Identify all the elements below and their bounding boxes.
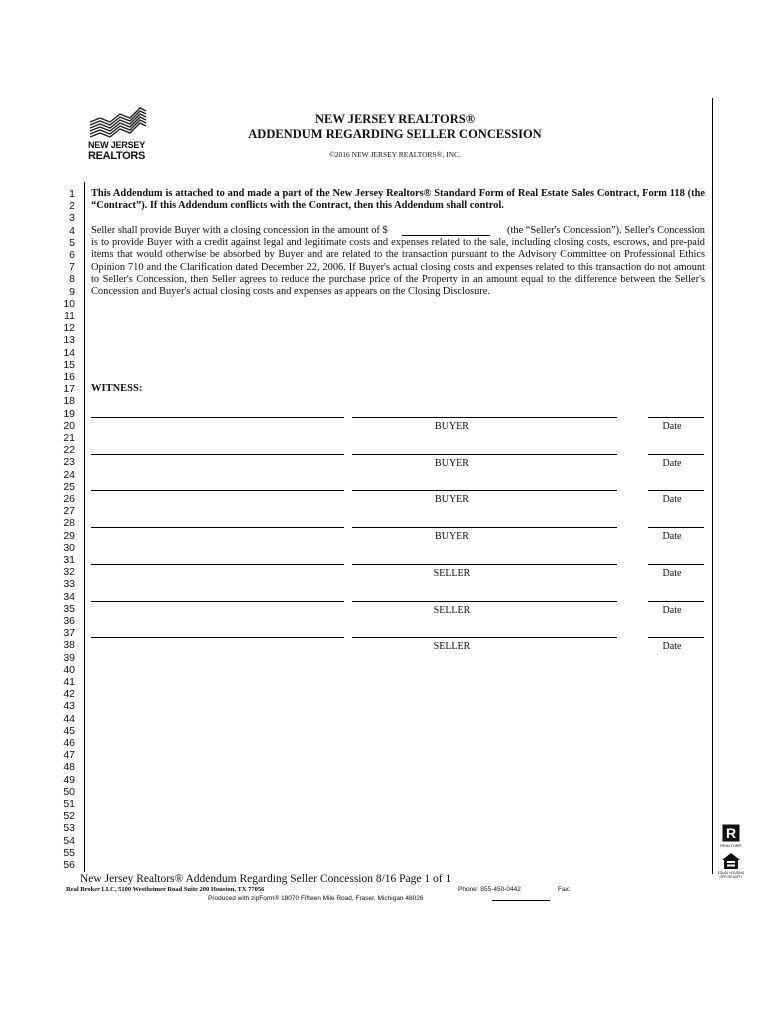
signature-role-label: BUYER [435,421,469,432]
line-number: 37 [63,627,75,640]
line-number: 21 [63,432,75,444]
building-skyline-icon [86,104,150,138]
party-signature-line[interactable] [352,417,617,418]
line-number: 3 [69,212,75,225]
date-line[interactable] [648,564,704,565]
line-number: 49 [63,773,75,786]
date-label: Date [662,567,682,579]
intro-paragraph: This Addendum is attached to and made a part of the New Jersey Realtors® Standard Form of Real Estate Sales Contract, Form 118 (the “Contract”). If this Addendum conflicts with the Contract, then this Addendum shall control. [91,188,705,212]
date-line[interactable] [648,527,704,528]
right-margin-rule [712,98,713,874]
left-margin-rule [84,182,85,872]
signature-role-label: SELLER [433,641,471,653]
date-line[interactable] [648,454,704,455]
line-number: 24 [63,468,75,481]
date-label: Date [662,494,682,506]
party-signature-line[interactable] [352,527,617,528]
date-line[interactable] [648,490,704,491]
line-number: 26 [63,493,75,505]
concession-suffix: (the “Seller's Concession”). Seller's Concession [507,225,705,236]
witness-signature-line[interactable] [91,564,344,565]
line-number: 33 [63,578,75,591]
document-title [200,112,590,142]
line-number: 29 [63,529,75,542]
signature-role-label: BUYER [435,531,469,543]
line-number: 19 [63,407,75,420]
line-number: 43 [63,700,75,713]
line-number: 35 [63,602,75,615]
line-number: 30 [63,541,75,554]
concession-body: is to provide Buyer with a credit against legal and legitimate costs and expenses related to the sale, including closing costs, escrows, and pre-paid items that would otherwise be absorbed by Buyer and are related to the transaction pursuant to the Advisory Committee on Professional Ethics Opinion 710 and the Clarification dated December 22, 2006. If Buyer's actual closing costs and expenses related to this transaction do not amount to Seller's Concession, then Seller agrees to reduce the purchase price of the Property in an amount equal to the difference between the Seller's Concession and Buyer's actual closing costs and expenses as appears on the Closing Disclosure. [91,237,705,298]
line-number: 12 [63,322,75,335]
line-number: 45 [63,724,75,737]
line-number: 5 [69,236,75,249]
date-label: Date [662,641,682,653]
line-number: 34 [63,590,75,603]
realtor-label: REALTOR® [720,843,742,848]
line-number: 54 [63,834,75,847]
date-line[interactable] [648,637,704,638]
logo-text-line2: REALTORS [88,150,146,162]
line-number: 41 [63,676,75,688]
line-number: 9 [69,285,75,298]
party-signature-line[interactable] [352,490,617,491]
date-label: Date [662,531,682,543]
line-number: 44 [63,712,75,725]
line-number: 4 [69,224,75,237]
realtor-logo [718,824,744,850]
line-number: 31 [63,554,75,566]
line-number: 15 [63,358,75,371]
line-number: 14 [63,346,75,359]
line-number: 32 [63,566,75,579]
date-label: Date [662,604,682,616]
witness-signature-line[interactable] [91,527,344,528]
witness-signature-line[interactable] [91,454,344,455]
line-number: 2 [69,200,75,213]
line-number: 50 [63,785,75,798]
witness-signature-line[interactable] [91,601,344,602]
concession-prefix: Seller shall provide Buyer with a closing concession in the amount of $ [91,225,388,236]
party-signature-line[interactable] [352,564,617,565]
signature-role-label: BUYER [435,457,469,469]
eho-label: EQUAL HOUSING OPPORTUNITY [717,871,745,879]
line-number: 17 [63,383,75,396]
nj-realtors-logo [86,104,150,162]
line-number: 53 [63,822,75,835]
logo-text-line1: NEW JERSEY [88,140,146,150]
fax-underline [492,900,550,901]
line-number: 27 [63,505,75,518]
equal-housing-icon [721,852,741,870]
line-number: 8 [69,273,75,286]
line-number: 23 [63,456,75,469]
signature-role-label: BUYER [435,494,469,506]
party-signature-line[interactable] [352,454,617,455]
footer-produced: Produced with zipForm® 18070 Fifteen Mile Road, Fraser, Michigan 48026 [208,895,424,902]
line-number: 6 [69,249,75,261]
signature-role-label: SELLER [433,567,471,579]
date-label: Date [662,457,682,469]
line-number: 39 [63,651,75,664]
date-line[interactable] [648,417,704,418]
line-number: 40 [63,663,75,676]
concession-amount-field[interactable] [402,225,490,236]
line-number: 22 [63,444,75,457]
date-label: Date [662,421,682,432]
line-number: 42 [63,688,75,701]
line-number: 1 [69,188,75,200]
line-number: 56 [63,859,75,871]
witness-signature-line[interactable] [91,417,344,418]
footer-broker: Real Broker LLC, 5100 Westheimer Road Suite 200 Houston, TX 77056 [66,886,265,893]
line-number: 18 [63,395,75,408]
line-number: 52 [63,810,75,823]
equal-housing-logo [716,852,746,878]
concession-paragraph [91,225,705,298]
line-number: 51 [63,798,75,810]
footer-phone: Phone: 855-450-0442 [458,886,521,893]
line-number: 16 [63,371,75,383]
line-number: 36 [63,615,75,627]
line-number: 13 [63,334,75,347]
line-number: 48 [63,761,75,774]
copyright: ©2016 NEW JERSEY REALTORS®, INC. [329,150,461,159]
line-number: 25 [63,480,75,493]
line-number: 55 [63,846,75,859]
line-number: 46 [63,737,75,749]
party-signature-line[interactable] [352,637,617,638]
footer-fax: Fax: [558,886,571,893]
line-number: 7 [69,261,75,274]
line-number: 10 [63,297,75,310]
line-number: 28 [63,517,75,530]
witness-signature-line[interactable] [91,637,344,638]
line-number: 38 [63,639,75,652]
line-number: 20 [63,419,75,432]
line-number: 11 [64,310,75,322]
footer-form-title: New Jersey Realtors® Addendum Regarding Seller Concession 8/16 Page 1 of 1 [80,873,452,885]
title-line1: NEW JERSEY REALTORS® [314,112,476,126]
svg-text:R: R [725,825,737,841]
party-signature-line[interactable] [352,601,617,602]
title-line2: ADDENDUM REGARDING SELLER CONCESSION [248,127,542,141]
signature-role-label: SELLER [433,604,471,616]
witness-label: WITNESS: [91,383,143,394]
date-line[interactable] [648,601,704,602]
realtor-r-icon [722,824,740,842]
line-number: 47 [63,749,75,762]
witness-signature-line[interactable] [91,490,344,491]
